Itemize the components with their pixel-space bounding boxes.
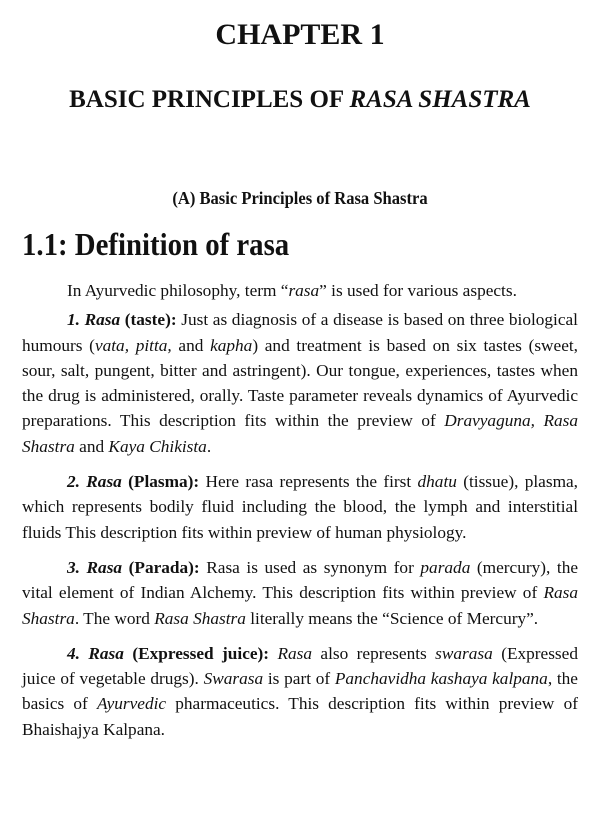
text-run: . The word xyxy=(74,608,155,628)
text-run: ” is used for various aspects. xyxy=(319,281,517,300)
text-run: Dravyaguna, Rasa Shastra xyxy=(22,411,579,456)
text-run: swarasa xyxy=(435,643,493,663)
chapter-number: CHAPTER 1 xyxy=(215,18,385,51)
text-run: Rasa xyxy=(277,643,313,663)
text-run: (Expressed juice of vegetable drugs). xyxy=(22,643,578,689)
text-run: 3. Rasa xyxy=(67,557,123,577)
text-run: ) and treatment is based on six tastes (sweet, sour, salt, pungent, bitter and astringent). Our tongue, experiences, tastes when the drug is administered, orally. Taste parameter reveals dynamics of Ayurvedic preparations. This description fits within the preview of xyxy=(22,335,578,431)
text-run: is part of xyxy=(263,669,335,689)
text-run: Kaya Chikista xyxy=(108,436,207,456)
text-run: and xyxy=(74,436,109,456)
subheading: (A) Basic Principles of Rasa Shastra xyxy=(172,188,428,208)
text-run: also represents xyxy=(312,643,436,663)
text-run: (taste): xyxy=(120,310,182,330)
text-run: Ayurvedic xyxy=(97,694,167,714)
text-run: (Parada): xyxy=(122,557,207,577)
text-run: Rasa Shastra xyxy=(154,608,246,628)
text-run: vata, pitta, xyxy=(94,335,172,355)
text-run: 4. Rasa xyxy=(67,643,124,663)
text-run: Rasa is used as synonym for xyxy=(206,557,421,577)
text-run: parada xyxy=(420,557,471,577)
text-run: Just as diagnosis of a disease is based on three biological humours ( xyxy=(22,310,578,355)
text-run: Here rasa represents the first xyxy=(205,472,418,492)
text-run: (tissue), plasma, which represents bodily fluid including the blood, the lymph and interstitial fluids This description fits within preview of human physiology. xyxy=(22,472,578,542)
body-text xyxy=(22,278,578,752)
definition-paragraph xyxy=(22,555,578,631)
text-run: Panchavidha kashaya kalpana xyxy=(334,669,548,689)
text-run: Rasa Shastra xyxy=(22,583,578,628)
definition-paragraph xyxy=(22,469,578,545)
text-run: (Plasma): xyxy=(121,472,206,492)
chapter-title-plain: BASIC PRINCIPLES OF xyxy=(69,86,350,113)
text-run: and xyxy=(171,335,211,355)
text-run: In Ayurvedic philosophy, term “ xyxy=(67,281,289,300)
text-run: 2. Rasa xyxy=(67,472,122,492)
section-heading: 1.1: Definition of rasa xyxy=(22,226,290,262)
definition-paragraph xyxy=(22,307,578,459)
definition-paragraph xyxy=(22,641,578,742)
chapter-title xyxy=(60,82,540,118)
text-run: dhatu xyxy=(417,472,457,492)
text-run: kapha xyxy=(210,335,253,355)
text-run: pharmaceutics. This description fits within preview of Bhaishajya Kalpana. xyxy=(22,694,578,739)
text-run: , the basics of xyxy=(22,669,578,714)
text-run: rasa xyxy=(288,281,320,300)
intro-paragraph xyxy=(22,278,578,303)
text-run: 1. Rasa xyxy=(67,310,121,330)
text-run: literally means the “Science of Mercury”. xyxy=(245,608,539,628)
chapter-title-italic: RASA SHASTRA xyxy=(349,86,531,113)
text-run: (Expressed juice): xyxy=(123,643,278,663)
text-run: . xyxy=(206,436,212,456)
text-run: (mercury), the vital element of Indian Alchemy. This description fits within preview of xyxy=(22,557,579,603)
text-run: Swarasa xyxy=(203,669,264,689)
